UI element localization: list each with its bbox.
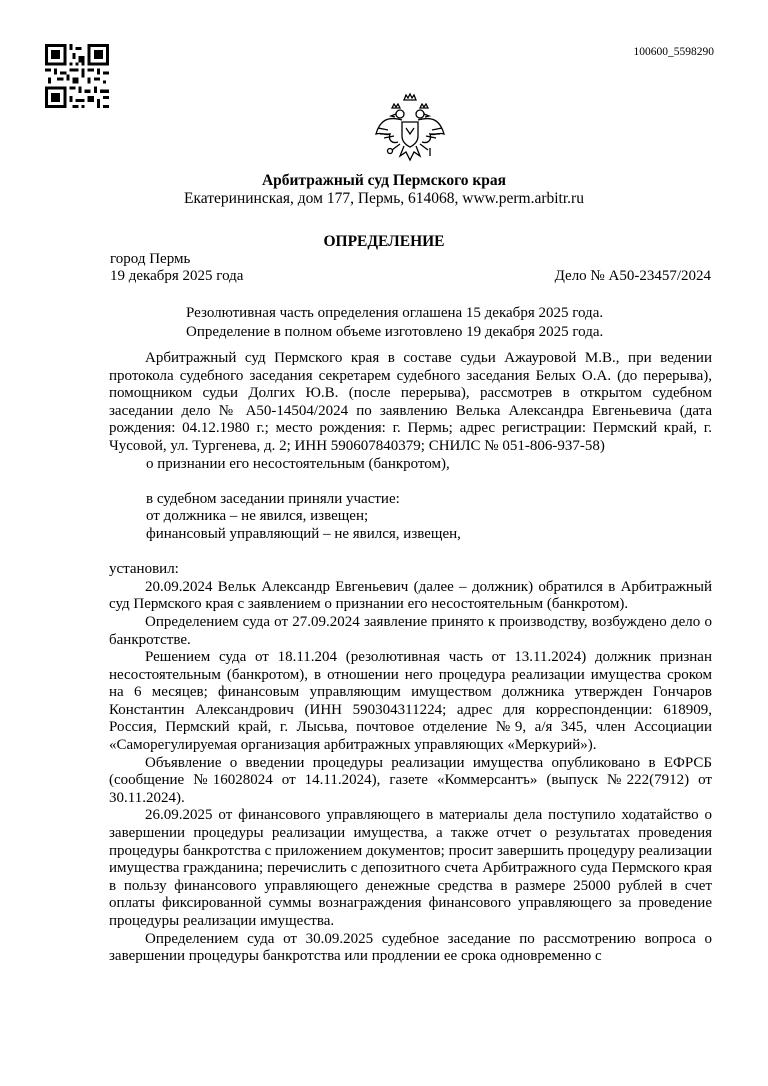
resolution-line: Определение в полном объеме изготовлено 19 декабря 2025 года. xyxy=(186,324,604,340)
document-date: 19 декабря 2025 года xyxy=(110,268,244,284)
participant-debtor: от должника – не явился, извещен; xyxy=(146,508,369,525)
resolution-line: Резолютивная часть определения оглашена 15 декабря 2025 года. xyxy=(186,305,604,321)
qr-code-icon xyxy=(45,44,109,108)
coat-of-arms-icon xyxy=(370,90,450,170)
body-paragraph: Определением суда от 30.09.2025 судебное заседание по рассмотрению вопроса о завершении процедуры банкротства или продлении ее срока одновременно с xyxy=(109,930,712,965)
document-title: ОПРЕДЕЛЕНИЕ xyxy=(323,233,445,250)
court-address: Екатерининская, дом 177, Пермь, 614068, www.perm.arbitr.ru xyxy=(184,190,584,207)
court-name: Арбитражный суд Пермского края xyxy=(261,172,507,189)
body-paragraph: Решением суда от 18.11.204 (резолютивная часть от 13.11.2024) должник признан несостоятельным (банкротом), в отношении него процедура реализации имущества сроком на 6 месяцев; финансовым управляющим имуществом должника утвержден Гончаров Константин Александрович (ИНН 590304311224; адрес для корреспонденции: 618909, Россия, Пермский край, г. Лысьва, почтовое отделение №9, а/я 345, член Ассоциации «Саморегулируемая организация арбитражных управляющих «Меркурий»). xyxy=(109,649,712,754)
body-paragraph: Объявление о введении процедуры реализации имущества опубликовано в ЕФРСБ (сообщение №16028024 от 14.11.2024), газете «Коммерсантъ» (выпуск №222(7912) от 30.11.2024). xyxy=(109,754,712,806)
subject-line: о признании его несостоятельным (банкротом), xyxy=(146,455,450,472)
city: город Пермь xyxy=(110,251,191,267)
participant-manager: финансовый управляющий – не явился, извещен, xyxy=(146,525,461,542)
body-paragraph: Определением суда от 27.09.2024 заявление принято к производству, возбуждено дело о банкротстве. xyxy=(109,613,712,648)
participants-title: в судебном заседании приняли участие: xyxy=(146,490,400,507)
intro-paragraph: Арбитражный суд Пермского края в составе судьи Ажауровой М.В., при ведении протокола судебного заседания секретарем судебного заседания Белых О.А. (до перерыва), помощником судьи Долгих Ю.В. (после перерыва), рассмотрев в открытом судебном заседании дело № А50-14504/2024 по заявлению Велька Александра Евгеньевича (дата рождения: 04.12.1980 г.; место рождения: г. Пермь; адрес регистрации: Пермский край, г. Чусовой, ул. Тургенева, д. 2; ИНН 590607840379; СНИЛС № 051-806-937-58) xyxy=(109,350,712,454)
body-paragraph: 26.09.2025 от финансового управляющего в материалы дела поступило ходатайство о завершении процедуры реализации имущества, а также отчет о результатах проведения процедуры банкротства с приложением документов; просит завершить процедуру реализации имущества гражданина; перечислить с депозитного счета Арбитражного суда Пермского края в пользу финансового управляющего денежные средства в размере 25000 рублей в счет оплаты фиксированной суммы вознаграждения финансового управляющего за проведение процедуры реализации имущества. xyxy=(109,807,712,929)
body-paragraph: 20.09.2024 Вельк Александр Евгеньевич (далее – должник) обратился в Арбитражный суд Пермского края с заявлением о признании его несостоятельным (банкротом). xyxy=(109,578,712,613)
document-number: 100600_5598290 xyxy=(633,46,714,58)
established-heading: установил: xyxy=(109,561,179,578)
resolution-block xyxy=(186,304,603,342)
document-body xyxy=(109,350,712,966)
case-number: Дело № А50-23457/2024 xyxy=(554,268,711,284)
